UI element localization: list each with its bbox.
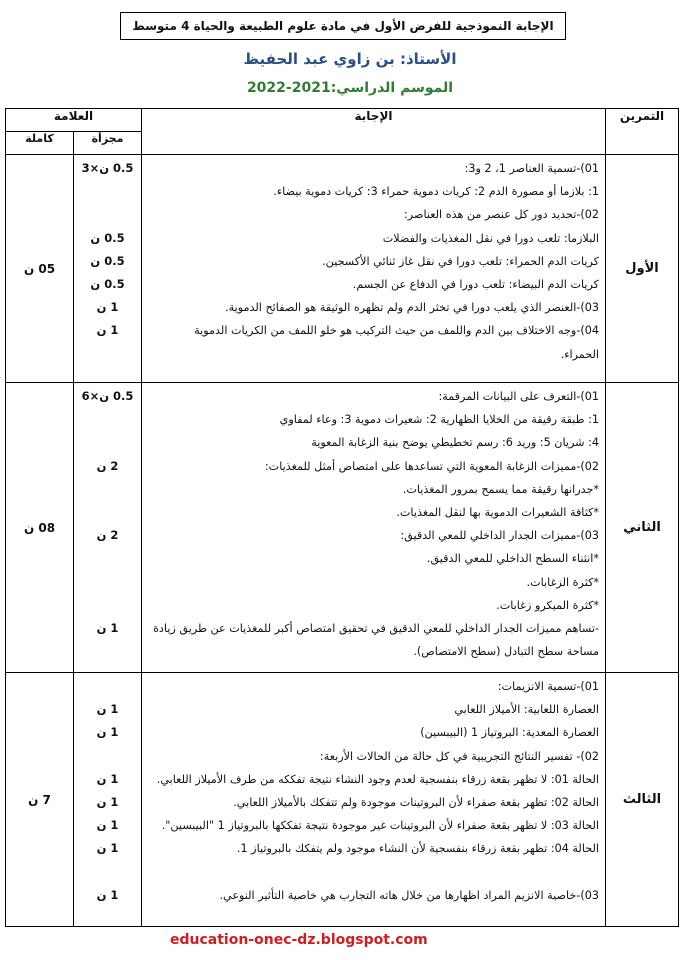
website-link[interactable]: education-onec-dz.blogspot.com bbox=[170, 932, 428, 948]
total-mark: 08 ن bbox=[6, 383, 74, 673]
answer-line: *جدرانها رقيقة مما يسمح بمرور المغذيات. bbox=[402, 482, 599, 496]
mark: 1 ن bbox=[96, 323, 119, 338]
mark: 2 ن bbox=[96, 458, 119, 473]
mark: 2 ن bbox=[96, 528, 119, 543]
answer-line: 03)-العنصر الذي يلعب دورا في تخثر الدم ولم تظهره الوثيقة هو الصفائح الدموية. bbox=[225, 301, 599, 315]
mark: 1 ن bbox=[96, 818, 119, 833]
mark: 0.5 ن bbox=[90, 276, 125, 291]
mark: 1 ن bbox=[96, 794, 119, 809]
header-grade: العلامة bbox=[6, 109, 142, 132]
exercise-answer bbox=[142, 155, 606, 383]
answer-line: الحالة 02: تظهر بقعة صفراء لأن البروتينات موجودة ولم تتفكك بالأميلاز اللعابي. bbox=[233, 796, 599, 810]
mark: 0.5 ن×3 bbox=[81, 161, 134, 175]
mark bbox=[74, 478, 141, 501]
mark bbox=[74, 675, 141, 698]
answer-table bbox=[5, 108, 679, 927]
answer-line: كريات الدم البيضاء: تلعب دورا في الدفاع عن الجسم. bbox=[352, 278, 599, 292]
mark: 1 ن bbox=[96, 725, 119, 740]
answer-line: 02)-مميزات الزغابة المعوية التي تساعدها على امتصاص أمثل للمغذيات: bbox=[264, 459, 599, 473]
answer-line: العصارة اللعابية: الأميلاز اللعابي bbox=[454, 703, 599, 717]
answer-line: الحالة 04: تظهر بقعة زرقاء بنفسجية لأن النشاء موجود ولم يتفكك بالبروتياز 1. bbox=[236, 842, 599, 856]
mark: 0.5 ن bbox=[90, 230, 125, 245]
exercise-answer bbox=[142, 673, 606, 927]
answer-line: الحالة 03: لا تظهر بقعة صفراء لأن البروتينات غير موجودة نتيجة تفككها بالبروتياز 1 "البيبسين". bbox=[161, 819, 599, 833]
total-mark: 05 ن bbox=[6, 155, 74, 383]
header-full: كاملة bbox=[6, 132, 74, 155]
answer-line: *انثناء السطح الداخلي للمعي الدقيق. bbox=[426, 552, 599, 566]
teacher-name: الأستاذ: بن زاوي عبد الحفيظ bbox=[243, 50, 457, 68]
mark bbox=[74, 431, 141, 454]
exercise-row-1 bbox=[6, 155, 679, 383]
header-answer: الإجابة bbox=[142, 109, 606, 155]
answer-line: 02)-تحديد دور كل عنصر من هذه العناصر: bbox=[404, 208, 599, 222]
exercise-name: الثاني bbox=[606, 383, 679, 673]
total-mark: 7 ن bbox=[6, 673, 74, 927]
mark: 1 ن bbox=[96, 702, 119, 717]
answer-line: العصارة المعدية: البروتياز 1 (البيبسين) bbox=[420, 726, 599, 740]
answer-line: *كثرة الميكرو زغابات. bbox=[496, 598, 599, 612]
mark: 1 ن bbox=[96, 841, 119, 856]
document-title: الإجابة النموذجية للفرض الأول في مادة علوم الطبيعة والحياة 4 متوسط bbox=[120, 12, 566, 40]
answer-line: الحالة 01: لا تظهر بقعة زرقاء بنفسجية لعدم وجود النشاء نتيجة تفككه من طرف الأميلاز اللعابي. bbox=[156, 772, 599, 786]
mark: 1 ن bbox=[96, 771, 119, 786]
mark bbox=[74, 408, 141, 431]
answer-line: مساحة سطح التبادل (سطح الامتصاص). bbox=[413, 645, 599, 659]
answer-line: 1: طبقة رقيقة من الخلايا الظهارية 2: شعيرات دموية 3: وعاء لمفاوي bbox=[279, 413, 599, 427]
mark: 1 ن bbox=[96, 620, 119, 635]
answer-line bbox=[146, 861, 599, 884]
answer-line: كريات الدم الحمراء: تلعب دورا في نقل غاز ثنائي الأكسجين. bbox=[322, 254, 599, 268]
answer-line: 01)-التعرف على البيانات المرقمة: bbox=[438, 390, 599, 403]
school-season: الموسم الدراسي:2021-2022 bbox=[246, 80, 454, 96]
header-exercise: التمرين bbox=[606, 109, 679, 155]
partial-marks bbox=[74, 673, 142, 927]
mark bbox=[74, 594, 141, 617]
mark: 0.5 ن×6 bbox=[81, 389, 134, 403]
answer-line: 04)-وجه الاختلاف بين الدم واللمف من حيث التركيب هو خلو اللمف من الكريات الدموية bbox=[194, 324, 599, 338]
answer-line: 03)-مميزات الجدار الداخلي للمعي الدقيق: bbox=[400, 529, 599, 543]
answer-line: 01)-تسمية الانزيمات: bbox=[497, 680, 599, 693]
header-partial: مجزأة bbox=[74, 132, 142, 155]
mark: 0.5 ن bbox=[90, 253, 125, 268]
mark bbox=[74, 745, 141, 768]
mark bbox=[74, 180, 141, 203]
answer-line: الحمراء. bbox=[560, 347, 599, 361]
mark bbox=[74, 571, 141, 594]
answer-line: *كثرة الزغابات. bbox=[526, 575, 599, 589]
answer-line: 03)-خاصية الانزيم المراد اظهارها من خلال هاته التجارب هي خاصية التأثير النوعي. bbox=[219, 888, 599, 902]
answer-line: 1: بلازما أو مصورة الدم 2: كريات دموية حمراء 3: كريات دموية بيضاء. bbox=[273, 185, 599, 199]
mark bbox=[74, 501, 141, 524]
exercise-name: الأول bbox=[606, 155, 679, 383]
mark bbox=[74, 861, 141, 884]
answer-line: 4: شريان 5: وريد 6: رسم تخطيطي يوضح بنية الزغابة المعوية bbox=[311, 436, 599, 450]
partial-marks bbox=[74, 155, 142, 383]
mark bbox=[74, 547, 141, 570]
answer-line: -تساهم مميزات الجدار الداخلي للمعي الدقيق في تحقيق امتصاص أكبر للمغذيات عن طريق زيادة bbox=[153, 622, 599, 636]
exercise-row-2 bbox=[6, 383, 679, 673]
exercise-answer bbox=[142, 383, 606, 673]
mark bbox=[74, 203, 141, 226]
answer-line: 02)- تفسير النتائج التجريبية في كل حالة من الحالات الأربعة: bbox=[319, 749, 599, 763]
answer-line: 01)-تسمية العناصر 1، 2 و3: bbox=[464, 162, 599, 175]
answer-line: *كثافة الشعيرات الدموية بها لنقل المغذيات. bbox=[396, 506, 599, 520]
exercise-row-3 bbox=[6, 673, 679, 927]
partial-marks bbox=[74, 383, 142, 673]
mark: 1 ن bbox=[96, 887, 119, 902]
table-header-row bbox=[6, 109, 679, 132]
answer-line: البلازما: تلعب دورا في نقل المغذيات والفضلات bbox=[382, 231, 599, 245]
mark: 1 ن bbox=[96, 300, 119, 315]
exercise-name: الثالث bbox=[606, 673, 679, 927]
